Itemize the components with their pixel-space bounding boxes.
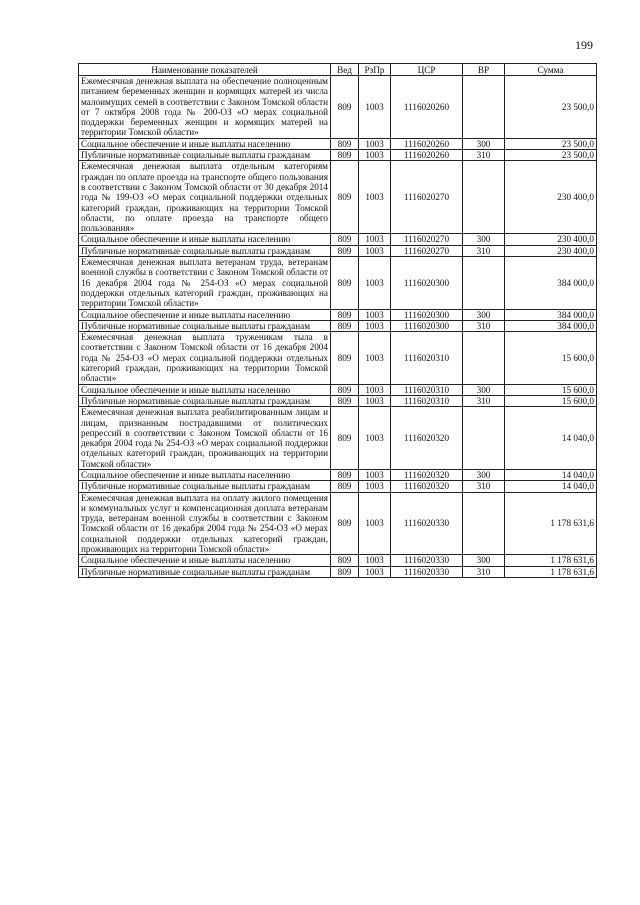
cell-name: Ежемесячная денежная выплата на обеспечение полноценным питанием беременных женщин и кормящих матерей из числа малоимущих семей в соответствии с Законом Томской области от 7 октября 2008 года № 200-ОЗ «О мерах социальной поддержки беременных женщин и кормящих матерей на территории Томской области» [79,76,331,139]
cell-rzpr: 1003 [359,395,391,406]
cell-rzpr: 1003 [359,257,391,309]
cell-sum: 384 000,0 [505,320,597,331]
cell-ved: 809 [331,138,359,149]
table-row [79,150,597,161]
cell-ved: 809 [331,257,359,309]
cell-ved: 809 [331,566,359,577]
cell-vr: 310 [463,320,505,331]
cell-ved: 809 [331,395,359,406]
cell-csr: 1116020300 [391,257,463,309]
cell-ved: 809 [331,481,359,492]
cell-csr: 1116020270 [391,234,463,245]
cell-rzpr: 1003 [359,407,391,470]
cell-name: Социальное обеспечение и иные выплаты населению [79,555,331,566]
cell-vr: 310 [463,566,505,577]
cell-sum: 1 178 631,6 [505,566,597,577]
cell-sum: 230 400,0 [505,234,597,245]
cell-sum: 15 600,0 [505,395,597,406]
cell-name: Публичные нормативные социальные выплаты гражданам [79,320,331,331]
page-number: 199 [575,38,593,52]
cell-rzpr: 1003 [359,555,391,566]
cell-rzpr: 1003 [359,76,391,139]
cell-vr: 300 [463,555,505,566]
cell-name: Социальное обеспечение и иные выплаты населению [79,469,331,480]
cell-name: Публичные нормативные социальные выплаты гражданам [79,481,331,492]
cell-csr: 1116020270 [391,161,463,234]
cell-sum: 14 040,0 [505,481,597,492]
cell-vr: 310 [463,481,505,492]
cell-ved: 809 [331,150,359,161]
cell-rzpr: 1003 [359,309,391,320]
cell-ved: 809 [331,161,359,234]
cell-ved: 809 [331,309,359,320]
cell-csr: 1116020310 [391,384,463,395]
table-row [79,320,597,331]
cell-csr: 1116020320 [391,481,463,492]
cell-vr: 310 [463,150,505,161]
cell-name: Ежемесячная денежная выплата на оплату жилого помещения и коммунальных услуг и компенсационная доплата ветеранам труда, ветеранам военной службы в соответствии с Законом Томской области от 16 декабря 2004 года № 254-ОЗ «О мерах социальной поддержки отдельных категорий граждан, проживающих на территории Томской области» [79,492,331,555]
cell-name: Ежемесячная денежная выплата ветеранам труда, ветеранам военной службы в соответствии с Законом Томской области от 16 декабря 2004 года № 254-ОЗ «О мерах социальной поддержки отдельных категорий граждан, проживающих на территории Томской области» [79,257,331,309]
cell-sum: 23 500,0 [505,138,597,149]
cell-name: Ежемесячная денежная выплата труженикам тыла в соответствии с Законом Томской области от 16 декабря 2004 года № 254-ОЗ «О мерах социальной поддержки отдельных категорий граждан, проживающих на территории Томской области» [79,332,331,384]
cell-rzpr: 1003 [359,320,391,331]
cell-sum: 15 600,0 [505,332,597,384]
cell-sum: 23 500,0 [505,76,597,139]
cell-vr: 300 [463,469,505,480]
table-row [79,407,597,470]
table-row [79,161,597,234]
cell-ved: 809 [331,320,359,331]
cell-vr: 310 [463,245,505,256]
cell-sum: 1 178 631,6 [505,555,597,566]
table-row [79,76,597,139]
cell-sum: 384 000,0 [505,309,597,320]
cell-name: Ежемесячная денежная выплата реабилитированным лицам и лицам, признанным пострадавшими от политических репрессий в соответствии с Законом Томской области от 16 декабря 2004 года № 254-ОЗ «О мерах социальной поддержки отдельных категорий граждан, проживающих на территории Томской области» [79,407,331,470]
header-ved: Вед [331,64,359,76]
cell-csr: 1116020330 [391,566,463,577]
cell-sum: 14 040,0 [505,407,597,470]
table-row [79,395,597,406]
cell-rzpr: 1003 [359,234,391,245]
cell-name: Публичные нормативные социальные выплаты гражданам [79,566,331,577]
table-row [79,384,597,395]
header-sum: Сумма [505,64,597,76]
cell-sum: 230 400,0 [505,245,597,256]
cell-rzpr: 1003 [359,384,391,395]
cell-csr: 1116020310 [391,332,463,384]
cell-ved: 809 [331,555,359,566]
cell-csr: 1116020300 [391,309,463,320]
cell-ved: 809 [331,492,359,555]
table-row [79,309,597,320]
table-row [79,481,597,492]
table-row [79,245,597,256]
table-row [79,138,597,149]
cell-ved: 809 [331,469,359,480]
table-row [79,566,597,577]
cell-rzpr: 1003 [359,138,391,149]
cell-sum: 14 040,0 [505,469,597,480]
cell-ved: 809 [331,384,359,395]
cell-csr: 1116020330 [391,555,463,566]
table-row [79,492,597,555]
table-row [79,257,597,309]
cell-csr: 1116020270 [391,245,463,256]
cell-rzpr: 1003 [359,469,391,480]
table-row [79,555,597,566]
cell-sum: 384 000,0 [505,257,597,309]
cell-vr [463,407,505,470]
cell-ved: 809 [331,332,359,384]
cell-name: Социальное обеспечение и иные выплаты населению [79,138,331,149]
cell-name: Социальное обеспечение и иные выплаты населению [79,309,331,320]
table-header-row [79,64,597,76]
table-body [79,76,597,578]
cell-rzpr: 1003 [359,161,391,234]
header-vr: ВР [463,64,505,76]
cell-csr: 1116020320 [391,407,463,470]
cell-csr: 1116020330 [391,492,463,555]
cell-vr [463,76,505,139]
cell-vr: 300 [463,384,505,395]
cell-rzpr: 1003 [359,245,391,256]
cell-csr: 1116020310 [391,395,463,406]
budget-table [78,63,597,578]
cell-ved: 809 [331,245,359,256]
header-csr: ЦСР [391,64,463,76]
cell-vr [463,257,505,309]
cell-vr [463,161,505,234]
cell-sum: 1 178 631,6 [505,492,597,555]
cell-csr: 1116020260 [391,150,463,161]
table-row [79,332,597,384]
header-rzpr: РзПр [359,64,391,76]
cell-vr [463,492,505,555]
cell-ved: 809 [331,407,359,470]
cell-rzpr: 1003 [359,150,391,161]
cell-vr: 300 [463,234,505,245]
cell-sum: 23 500,0 [505,150,597,161]
cell-vr: 310 [463,395,505,406]
cell-csr: 1116020320 [391,469,463,480]
cell-vr: 300 [463,138,505,149]
cell-name: Публичные нормативные социальные выплаты гражданам [79,395,331,406]
cell-rzpr: 1003 [359,332,391,384]
cell-csr: 1116020300 [391,320,463,331]
cell-ved: 809 [331,234,359,245]
cell-sum: 15 600,0 [505,384,597,395]
cell-ved: 809 [331,76,359,139]
cell-rzpr: 1003 [359,492,391,555]
cell-name: Социальное обеспечение и иные выплаты населению [79,384,331,395]
cell-rzpr: 1003 [359,481,391,492]
cell-name: Публичные нормативные социальные выплаты гражданам [79,245,331,256]
cell-csr: 1116020260 [391,138,463,149]
table-row [79,234,597,245]
cell-name: Социальное обеспечение и иные выплаты населению [79,234,331,245]
cell-vr: 300 [463,309,505,320]
cell-name: Публичные нормативные социальные выплаты гражданам [79,150,331,161]
cell-csr: 1116020260 [391,76,463,139]
header-name: Наименование показателей [79,64,331,76]
cell-name: Ежемесячная денежная выплата отдельным категориям граждан по оплате проезда на транспорте общего пользования в соответствии с Законом Томской области от 30 декабря 2014 года № 199-ОЗ «О мерах социальной поддержки отдельных категорий граждан, проживающих на территории Томской области, по оплате проезда на транспорте общего пользования» [79,161,331,234]
cell-vr [463,332,505,384]
cell-sum: 230 400,0 [505,161,597,234]
cell-rzpr: 1003 [359,566,391,577]
table-row [79,469,597,480]
